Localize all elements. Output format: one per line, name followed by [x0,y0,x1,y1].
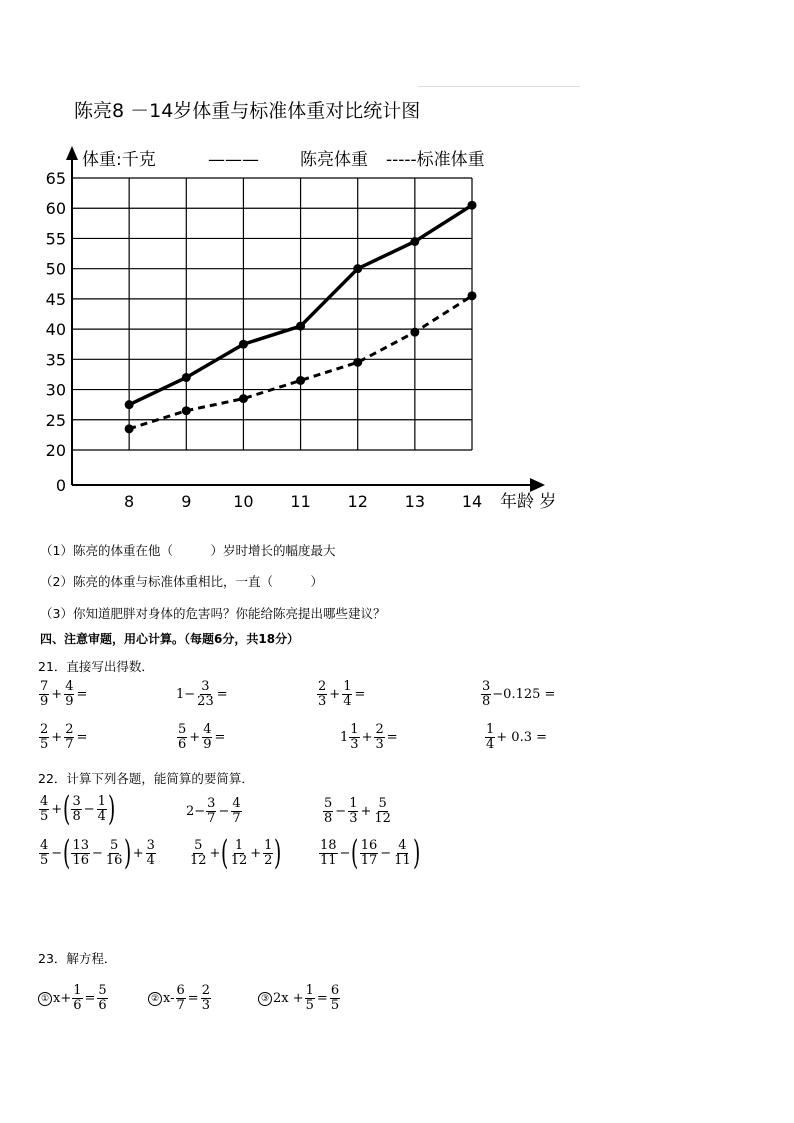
chart-title: 陈亮8 －14岁体重与标准体重对比统计图 [74,100,421,122]
x-tick-label: 13 [404,492,426,511]
fraction: $\frac{5}{12}$ [374,796,391,826]
problem-22-title: 22．计算下列各题，能简算的要简算． [38,771,254,786]
data-point [296,322,305,331]
fraction: $\frac{3}{8}$ [72,793,81,824]
fraction: $\frac{1}{3}$ [349,796,358,826]
y-tick-label: 55 [45,229,66,249]
line-chart [0,0,794,540]
y-tick-label: 45 [45,289,66,309]
fraction: $\frac{1}{3}$ [350,722,359,752]
fraction: $\frac{3}{23}$ [197,679,214,709]
fraction: $\frac{2}{5}$ [40,722,49,752]
question-3: （3）你知道肥胖对身体的危害吗？你能给陈亮提出哪些建议？ [40,606,386,621]
data-point [353,358,362,367]
p22-expr-b: 2− $\frac{3}{7}$ − $\frac{4}{7}$ [186,796,241,826]
data-point [468,201,477,210]
y-axis-label: 体重:千克 [82,150,156,170]
p22-expr-f: $\frac{18}{11}$ − ( $\frac{16}{17}$ − $\frac{4}{11}$ ) [320,833,420,873]
p22-expr-a: $\frac{4}{5}$ + ( $\frac{3}{8}$ − $\frac{1}{4}$ ) [40,789,116,829]
p21-expr-g: 1 $\frac{1}{3}$ + $\frac{2}{3}$ = [340,722,398,752]
y-tick-label: 65 [45,169,66,188]
fraction: $\frac{1}{6}$ [73,983,82,1013]
x-tick-label: 10 [233,492,254,511]
fraction: $\frac{6}{7}$ [176,983,185,1013]
fraction: $\frac{5}{16}$ [105,837,123,868]
question-2: （2）陈亮的体重与标准体重相比，一直（ ） [40,574,323,589]
fraction: $\frac{3}{7}$ [207,796,216,826]
legend-label-standard: -----标准体重 [386,150,485,170]
y-axis-arrow [66,146,78,160]
p21-expr-f: $\frac{5}{6}$ + $\frac{4}{9}$ = [178,722,226,752]
fraction: $\frac{4}{9}$ [65,679,74,709]
data-point [182,373,191,382]
p23-eq-b: ② x- $\frac{6}{7}$ = $\frac{2}{3}$ [148,984,212,1013]
fraction: $\frac{1}{4}$ [97,793,106,824]
p23-eq-c: ③ 2x + $\frac{1}{5}$ = $\frac{6}{5}$ [258,984,341,1013]
x-tick-label: 11 [290,492,311,511]
y-tick-label: 0 [55,476,66,495]
fraction: $\frac{4}{5}$ [40,837,49,868]
fraction: $\frac{1}{12}$ [230,837,248,868]
data-point [239,394,248,403]
data-point [410,237,419,246]
fraction: $\frac{1}{4}$ [343,679,352,709]
y-tick-label: 20 [45,441,66,460]
data-point [239,340,248,349]
fraction: $\frac{13}{16}$ [72,837,89,868]
p21-expr-a: $\frac{7}{9}$ + $\frac{4}{9}$ = [40,679,88,709]
fraction: $\frac{1}{2}$ [264,837,273,868]
fraction: $\frac{3}{4}$ [146,837,155,868]
fraction: $\frac{7}{9}$ [40,679,49,709]
fraction: $\frac{4}{9}$ [203,722,212,752]
fraction: $\frac{5}{8}$ [324,796,333,826]
fraction: $\frac{3}{8}$ [482,679,491,709]
fraction: $\frac{2}{3}$ [375,722,384,752]
circled-number: ③ [258,992,272,1006]
y-tick-label: 60 [45,199,66,219]
problem-21-title: 21．直接写出得数． [38,659,154,674]
fraction: $\frac{16}{17}$ [360,837,378,868]
fraction: $\frac{2}{7}$ [65,722,74,752]
y-tick-label: 30 [45,380,66,400]
fraction: $\frac{5}{6}$ [98,983,107,1013]
p22-expr-e: $\frac{5}{12}$ + ( $\frac{1}{12}$ + $\frac{1}{2}$ ) [190,833,282,873]
legend-solid-sample: ——— [208,150,259,170]
x-tick-label: 9 [181,492,192,511]
x-axis-arrow [530,478,545,492]
circled-number: ② [148,992,162,1006]
fraction: $\frac{2}{3}$ [201,983,210,1013]
x-tick-label: 8 [124,492,135,511]
data-point [296,376,305,385]
problem-23-title: 23．解方程． [38,951,117,966]
fraction: $\frac{5}{6}$ [178,722,187,752]
fraction: $\frac{4}{5}$ [40,793,49,824]
p21-expr-d: $\frac{3}{8}$ −0.125 = [482,679,556,709]
data-point [468,291,477,300]
p21-expr-h: $\frac{1}{4}$ + 0.3 = [486,722,548,752]
y-tick-label: 40 [45,320,66,340]
x-axis-label: 年龄 岁 [500,492,557,512]
fraction: $\frac{1}{4}$ [486,722,495,752]
x-tick-label: 12 [347,492,368,511]
data-point [125,424,134,433]
y-tick-label: 25 [45,410,66,430]
x-tick-label: 14 [461,492,483,511]
fraction: $\frac{4}{11}$ [394,837,411,868]
y-tick-label: 50 [45,259,66,279]
p23-eq-a: ① x+ $\frac{1}{6}$ = $\frac{5}{6}$ [38,984,109,1013]
y-tick-label: 35 [45,350,66,370]
p21-expr-c: $\frac{2}{3}$ + $\frac{1}{4}$ = [318,679,366,709]
data-point [125,400,134,409]
p21-expr-e: $\frac{2}{5}$ + $\frac{2}{7}$ = [40,722,88,752]
p22-expr-d: $\frac{4}{5}$ − ( $\frac{13}{16}$ − $\frac{5}{16}$ ) + $\frac{3}{4}$ [40,833,155,873]
fraction: $\frac{2}{3}$ [318,679,327,709]
data-point [353,264,362,273]
question-1: （1）陈亮的体重在他（ ）岁时增长的幅度最大 [40,543,336,558]
p21-expr-b: 1− $\frac{3}{23}$ = [176,679,228,709]
fraction: $\frac{4}{7}$ [232,796,241,826]
data-point [182,406,191,415]
fraction: $\frac{5}{12}$ [190,837,207,868]
fraction: $\frac{1}{5}$ [305,983,314,1013]
circled-number: ① [38,992,52,1006]
legend-label-chenliang: 陈亮体重 [300,150,368,170]
fraction: $\frac{18}{11}$ [320,837,337,868]
p22-expr-c: $\frac{5}{8}$ − $\frac{1}{3}$ + $\frac{5}{12}$ [324,796,391,826]
data-point [410,328,419,337]
fraction: $\frac{6}{5}$ [330,983,340,1013]
section-4-heading: 四、注意审题，用心计算。（每题6分，共18分） [40,632,300,646]
